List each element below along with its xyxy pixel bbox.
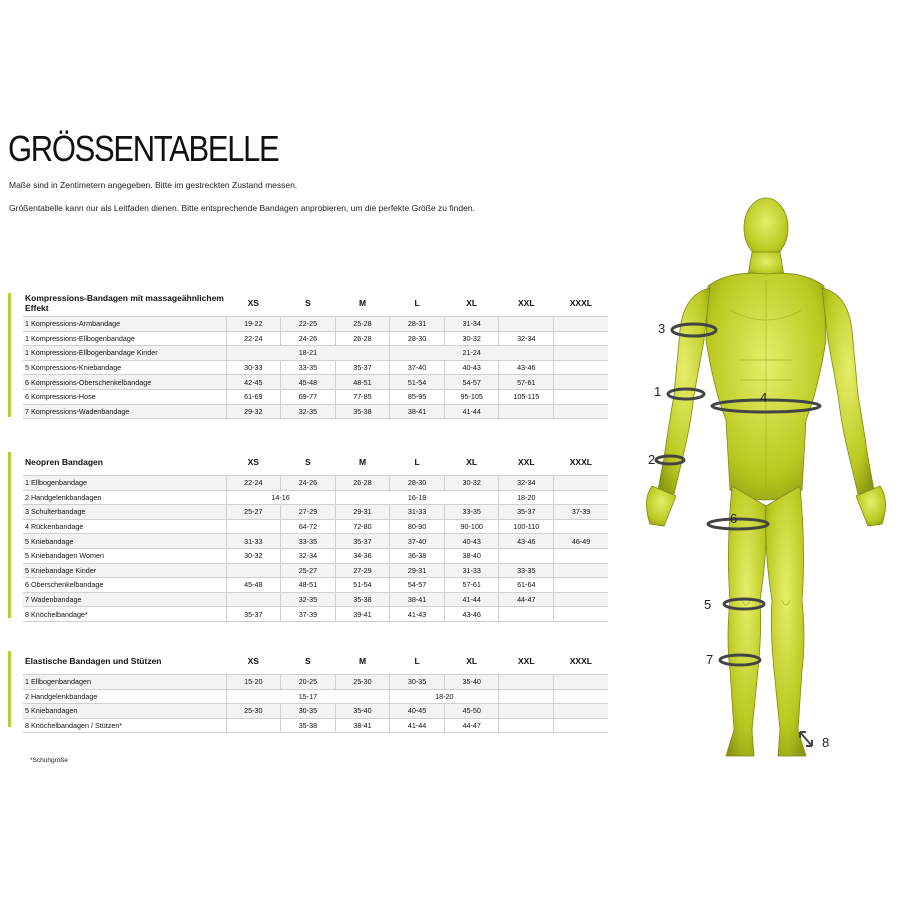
size-cell bbox=[226, 563, 281, 578]
size-cell: 32-34 bbox=[499, 331, 554, 346]
size-cell bbox=[554, 718, 609, 733]
neoprene-size-table bbox=[23, 449, 608, 622]
guideline-note: Größentabelle kann nur als Leitfaden dienen. Bitte entsprechende Bandagen anprobieren, um die perfekte Größe zu finden. bbox=[9, 203, 475, 213]
size-cell: 32-34 bbox=[499, 476, 554, 491]
size-cell: 30-32 bbox=[444, 331, 499, 346]
size-cell: 51-54 bbox=[390, 375, 445, 390]
anatomy-figure bbox=[630, 190, 900, 780]
marker-7: 7 bbox=[706, 652, 714, 667]
size-cell: 38-41 bbox=[390, 404, 445, 419]
size-cell: 54-57 bbox=[390, 578, 445, 593]
table-row bbox=[23, 592, 608, 607]
measurement-note: Maße sind in Zentimetern angegeben. Bitte im gestreckten Zustand messen. bbox=[9, 180, 298, 190]
size-cell: 46-49 bbox=[554, 534, 609, 549]
neoprene-section bbox=[8, 449, 600, 619]
size-cell: 35-38 bbox=[281, 718, 336, 733]
size-cell: 57-61 bbox=[499, 375, 554, 390]
section-accent-bar bbox=[8, 452, 11, 618]
size-cell bbox=[554, 704, 609, 719]
size-cell: 20-25 bbox=[281, 675, 336, 690]
size-cell: 35-40 bbox=[444, 675, 499, 690]
table-row bbox=[23, 476, 608, 491]
table-row bbox=[23, 548, 608, 563]
size-cell: 35-37 bbox=[335, 360, 390, 375]
table-row bbox=[23, 704, 608, 719]
size-cell: 15-20 bbox=[226, 675, 281, 690]
size-cell: 37-40 bbox=[390, 360, 445, 375]
size-header: XL bbox=[444, 290, 499, 317]
product-label: 1 Ellbogenbandagen bbox=[23, 675, 226, 690]
size-cell: 29-31 bbox=[335, 505, 390, 520]
table-row bbox=[23, 534, 608, 549]
size-cell: 61-69 bbox=[226, 389, 281, 404]
size-cell bbox=[554, 675, 609, 690]
size-header: XS bbox=[226, 290, 281, 317]
marker-4: 4 bbox=[760, 390, 768, 405]
size-cell: 40-43 bbox=[444, 360, 499, 375]
size-cell bbox=[554, 346, 609, 361]
size-cell: 18-20 bbox=[390, 689, 499, 704]
size-header: XL bbox=[444, 648, 499, 675]
size-cell: 24-26 bbox=[281, 476, 336, 491]
size-cell: 22-24 bbox=[226, 331, 281, 346]
size-cell: 37-40 bbox=[390, 534, 445, 549]
compression-size-table bbox=[23, 290, 608, 419]
size-cell bbox=[554, 689, 609, 704]
section-accent-bar bbox=[8, 651, 11, 727]
size-cell: 39-41 bbox=[335, 607, 390, 622]
size-cell bbox=[499, 317, 554, 332]
size-header: XXXL bbox=[554, 648, 609, 675]
table-section-title: Kompressions-Bandagen mit massageähnlichem Effekt bbox=[23, 290, 226, 317]
table-row bbox=[23, 331, 608, 346]
table-header-row bbox=[23, 449, 608, 476]
size-header: XXL bbox=[499, 449, 554, 476]
size-cell: 33-35 bbox=[281, 360, 336, 375]
section-accent-bar bbox=[8, 293, 11, 417]
product-label: 5 Kniebandage bbox=[23, 534, 226, 549]
size-header: L bbox=[390, 648, 445, 675]
size-header: M bbox=[335, 449, 390, 476]
size-cell bbox=[499, 548, 554, 563]
size-cell: 30-35 bbox=[390, 675, 445, 690]
size-header: XXXL bbox=[554, 449, 609, 476]
size-cell: 35-37 bbox=[499, 505, 554, 520]
product-label: 1 Kompressions-Ellbogenbandage Kinder bbox=[23, 346, 226, 361]
marker-1: 1 bbox=[654, 384, 662, 399]
size-cell: 31-33 bbox=[390, 505, 445, 520]
size-cell: 35-38 bbox=[335, 592, 390, 607]
size-cell: 37-39 bbox=[281, 607, 336, 622]
size-cell: 57-61 bbox=[444, 578, 499, 593]
size-cell: 27-29 bbox=[335, 563, 390, 578]
product-label: 4 Rückenbandage bbox=[23, 519, 226, 534]
product-label: 2 Handgelenkbandage bbox=[23, 689, 226, 704]
size-cell: 26-28 bbox=[335, 331, 390, 346]
size-cell: 54-57 bbox=[444, 375, 499, 390]
size-cell: 21-24 bbox=[390, 346, 554, 361]
footnote: *Schuhgröße bbox=[30, 757, 68, 764]
table-section-title: Neopren Bandagen bbox=[23, 449, 226, 476]
size-cell bbox=[554, 317, 609, 332]
product-label: 5 Kniebandagen bbox=[23, 704, 226, 719]
table-row bbox=[23, 578, 608, 593]
product-label: 1 Ellbogenbandage bbox=[23, 476, 226, 491]
table-row bbox=[23, 563, 608, 578]
size-cell: 31-33 bbox=[444, 563, 499, 578]
size-cell bbox=[554, 476, 609, 491]
size-cell bbox=[554, 548, 609, 563]
size-cell: 25-27 bbox=[281, 563, 336, 578]
product-label: 5 Kniebandagen Women bbox=[23, 548, 226, 563]
marker-6: 6 bbox=[730, 511, 738, 526]
size-cell bbox=[226, 519, 281, 534]
size-cell: 95-105 bbox=[444, 389, 499, 404]
size-cell: 31-34 bbox=[444, 317, 499, 332]
size-cell: 41-43 bbox=[390, 607, 445, 622]
size-cell: 22-25 bbox=[281, 317, 336, 332]
size-cell: 29-32 bbox=[226, 404, 281, 419]
size-cell: 18-21 bbox=[226, 346, 390, 361]
size-cell: 51-54 bbox=[335, 578, 390, 593]
size-cell: 69-77 bbox=[281, 389, 336, 404]
size-cell: 30-32 bbox=[444, 476, 499, 491]
product-label: 6 Kompressions-Oberschenkelbandage bbox=[23, 375, 226, 390]
size-header: XL bbox=[444, 449, 499, 476]
size-cell: 27-29 bbox=[281, 505, 336, 520]
size-cell bbox=[554, 592, 609, 607]
size-cell: 41-44 bbox=[444, 592, 499, 607]
size-header: S bbox=[281, 290, 336, 317]
size-cell: 48-51 bbox=[335, 375, 390, 390]
elastic-size-table bbox=[23, 648, 608, 733]
size-header: L bbox=[390, 449, 445, 476]
size-cell bbox=[554, 519, 609, 534]
size-cell: 31-33 bbox=[226, 534, 281, 549]
size-cell: 41-44 bbox=[390, 718, 445, 733]
size-cell: 90-100 bbox=[444, 519, 499, 534]
product-label: 2 Handgelenkbandagen bbox=[23, 490, 226, 505]
size-cell: 33-35 bbox=[499, 563, 554, 578]
size-cell: 33-35 bbox=[444, 505, 499, 520]
size-cell bbox=[554, 404, 609, 419]
size-cell: 80-90 bbox=[390, 519, 445, 534]
table-row bbox=[23, 346, 608, 361]
size-cell: 38-41 bbox=[390, 592, 445, 607]
size-cell: 41-44 bbox=[444, 404, 499, 419]
size-cell bbox=[554, 331, 609, 346]
table-row bbox=[23, 317, 608, 332]
table-row bbox=[23, 404, 608, 419]
size-cell: 36-38 bbox=[390, 548, 445, 563]
size-cell: 42-45 bbox=[226, 375, 281, 390]
size-cell: 28-30 bbox=[390, 476, 445, 491]
size-cell: 26-28 bbox=[335, 476, 390, 491]
marker-2: 2 bbox=[648, 452, 656, 467]
size-cell: 45-48 bbox=[226, 578, 281, 593]
size-cell bbox=[226, 592, 281, 607]
size-cell: 15-17 bbox=[226, 689, 390, 704]
size-cell: 44-47 bbox=[444, 718, 499, 733]
table-header-row bbox=[23, 648, 608, 675]
size-cell bbox=[554, 375, 609, 390]
size-cell: 25-28 bbox=[335, 317, 390, 332]
table-row bbox=[23, 505, 608, 520]
size-cell: 38-40 bbox=[444, 548, 499, 563]
size-header: S bbox=[281, 449, 336, 476]
size-header: M bbox=[335, 290, 390, 317]
table-section-title: Elastische Bandagen und Stützen bbox=[23, 648, 226, 675]
size-cell: 19-22 bbox=[226, 317, 281, 332]
size-cell bbox=[499, 718, 554, 733]
size-cell: 24-26 bbox=[281, 331, 336, 346]
size-cell: 30-32 bbox=[226, 548, 281, 563]
size-cell: 100-110 bbox=[499, 519, 554, 534]
size-cell: 29-31 bbox=[390, 563, 445, 578]
size-cell: 48-51 bbox=[281, 578, 336, 593]
size-header: M bbox=[335, 648, 390, 675]
size-cell: 37-39 bbox=[554, 505, 609, 520]
size-header: XXL bbox=[499, 648, 554, 675]
size-cell: 61-64 bbox=[499, 578, 554, 593]
size-cell: 35-37 bbox=[226, 607, 281, 622]
size-cell: 28-31 bbox=[390, 317, 445, 332]
size-cell bbox=[554, 563, 609, 578]
product-label: 1 Kompressions-Ellbogenbandage bbox=[23, 331, 226, 346]
size-cell: 40-45 bbox=[390, 704, 445, 719]
size-cell bbox=[499, 689, 554, 704]
product-label: 1 Kompressions-Armbandage bbox=[23, 317, 226, 332]
size-cell: 40-43 bbox=[444, 534, 499, 549]
size-header: XS bbox=[226, 449, 281, 476]
size-cell: 43-46 bbox=[499, 360, 554, 375]
size-cell bbox=[226, 718, 281, 733]
size-cell: 35-37 bbox=[335, 534, 390, 549]
size-cell: 25-30 bbox=[226, 704, 281, 719]
table-header-row bbox=[23, 290, 608, 317]
human-muscle-anatomy-figure-icon bbox=[630, 190, 900, 780]
table-row bbox=[23, 689, 608, 704]
size-cell: 14-16 bbox=[226, 490, 335, 505]
table-row bbox=[23, 675, 608, 690]
marker-5: 5 bbox=[704, 597, 712, 612]
size-header: XXXL bbox=[554, 290, 609, 317]
size-cell bbox=[499, 404, 554, 419]
size-cell: 64-72 bbox=[281, 519, 336, 534]
size-cell bbox=[499, 704, 554, 719]
size-cell: 35-38 bbox=[335, 404, 390, 419]
size-cell: 45-50 bbox=[444, 704, 499, 719]
size-cell: 44-47 bbox=[499, 592, 554, 607]
table-row bbox=[23, 490, 608, 505]
product-label: 7 Kompressions-Wadenbandage bbox=[23, 404, 226, 419]
size-cell: 28-30 bbox=[390, 331, 445, 346]
size-cell: 85-95 bbox=[390, 389, 445, 404]
size-cell: 34-36 bbox=[335, 548, 390, 563]
product-label: 6 Kompressions-Hose bbox=[23, 389, 226, 404]
product-label: 5 Kniebandage Kinder bbox=[23, 563, 226, 578]
elastic-section bbox=[8, 648, 600, 731]
size-cell: 32-35 bbox=[281, 404, 336, 419]
size-cell: 16-18 bbox=[335, 490, 499, 505]
size-cell: 72-80 bbox=[335, 519, 390, 534]
size-cell: 32-35 bbox=[281, 592, 336, 607]
size-cell bbox=[554, 490, 609, 505]
table-row bbox=[23, 519, 608, 534]
marker-8: 8 bbox=[822, 735, 830, 750]
size-header: S bbox=[281, 648, 336, 675]
size-cell: 77-85 bbox=[335, 389, 390, 404]
size-cell: 43-46 bbox=[444, 607, 499, 622]
table-row bbox=[23, 607, 608, 622]
size-header: XXL bbox=[499, 290, 554, 317]
size-cell: 43-46 bbox=[499, 534, 554, 549]
size-cell bbox=[554, 607, 609, 622]
product-label: 8 Knöchelbandagen / Stützen* bbox=[23, 718, 226, 733]
product-label: 6 Oberschenkelbandage bbox=[23, 578, 226, 593]
size-cell: 45-48 bbox=[281, 375, 336, 390]
product-label: 8 Knöchelbandage* bbox=[23, 607, 226, 622]
product-label: 5 Kompressions-Kniebandage bbox=[23, 360, 226, 375]
size-cell: 25-30 bbox=[335, 675, 390, 690]
size-header: XS bbox=[226, 648, 281, 675]
size-cell: 30-35 bbox=[281, 704, 336, 719]
table-row bbox=[23, 360, 608, 375]
compression-section bbox=[8, 290, 600, 420]
marker-3: 3 bbox=[658, 321, 666, 336]
table-row bbox=[23, 389, 608, 404]
size-cell bbox=[554, 578, 609, 593]
size-cell: 32-34 bbox=[281, 548, 336, 563]
size-cell: 30-33 bbox=[226, 360, 281, 375]
size-cell bbox=[554, 360, 609, 375]
size-cell: 25-27 bbox=[226, 505, 281, 520]
size-cell: 105-115 bbox=[499, 389, 554, 404]
size-cell: 22-24 bbox=[226, 476, 281, 491]
size-header: L bbox=[390, 290, 445, 317]
table-row bbox=[23, 375, 608, 390]
product-label: 7 Wadenbandage bbox=[23, 592, 226, 607]
page-title: GRÖSSENTABELLE bbox=[8, 128, 279, 169]
size-cell: 35-40 bbox=[335, 704, 390, 719]
size-cell: 18-20 bbox=[499, 490, 554, 505]
size-cell bbox=[554, 389, 609, 404]
size-cell: 38-41 bbox=[335, 718, 390, 733]
table-row bbox=[23, 718, 608, 733]
size-cell bbox=[499, 607, 554, 622]
product-label: 3 Schulterbandage bbox=[23, 505, 226, 520]
size-cell: 33-35 bbox=[281, 534, 336, 549]
size-cell bbox=[499, 675, 554, 690]
